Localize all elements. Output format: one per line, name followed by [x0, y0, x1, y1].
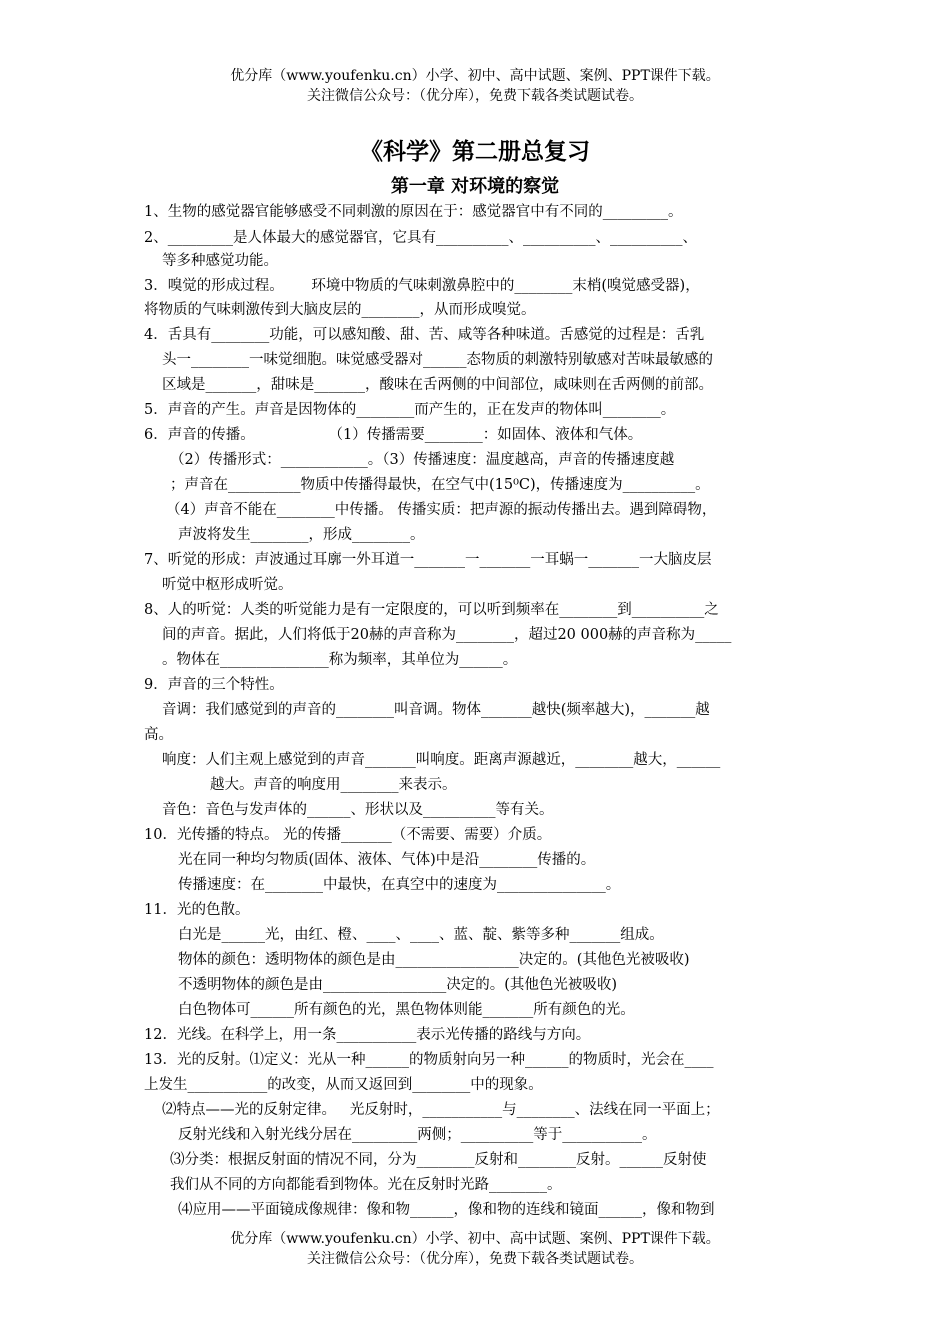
- content-line-17: 8、人的听觉：人类的听觉能力是有一定限度的，可以听到频率在________到__________之: [144, 602, 719, 618]
- content-line-9: 5．声音的产生。声音是因物体的________而产生的，正在发声的物体叫________。: [144, 402, 676, 418]
- content-line-20: 9．声音的三个特性。: [144, 677, 284, 693]
- content-line-24: 越大。声音的响度用________来表示。: [210, 777, 457, 793]
- content-line-4: 3．嗅觉的形成过程。 环境中物质的气味刺激鼻腔中的________末梢(嗅觉感受器)，: [144, 278, 700, 294]
- content-line-39: ⑶分类：根据反射面的情况不同，分为________反射和________反射。______反射使: [170, 1152, 707, 1168]
- content-line-31: 物体的颜色：透明物体的颜色是由_________________决定的。(其他色光被吸收): [178, 952, 690, 968]
- content-line-41: ⑷应用——平面镜成像规律：像和物______，像和物的连线和镜面______，像和物到: [178, 1202, 715, 1218]
- content-line-15: 7、听觉的形成：声波通过耳廓一外耳道一_______一_______一耳蜗一_______一大脑皮层: [144, 552, 712, 568]
- content-line-19: 。物体在_______________称为频率，其单位为______。: [162, 652, 518, 668]
- content-line-18: 间的声音。据此，人们将低于20赫的声音称为________，超过20 000赫的声音称为_____: [162, 627, 732, 643]
- content-line-25: 音色：音色与发声体的______、形状以及__________等有关。: [162, 802, 554, 818]
- content-line-12: ；声音在__________物质中传播得最快，在空气中(15⁰C)，传播速度为__________。: [170, 477, 710, 493]
- content-line-22: 高。: [144, 727, 173, 743]
- content-line-6: 4．舌具有________功能，可以感知酸、甜、苦、咸等各种味道。舌感觉的过程是：舌乳: [144, 327, 705, 343]
- content-line-16: 听觉中枢形成听觉。: [162, 577, 293, 593]
- content-line-29: 11．光的色散。: [144, 902, 250, 918]
- header-line-2: 关注微信公众号：（优分库），免费下载各类试题试卷。: [307, 88, 643, 104]
- content-line-2: 2、_________是人体最大的感觉器官，它具有__________、__________、__________、: [144, 230, 697, 246]
- content-line-26: 10．光传播的特点。 光的传播_______（不需要、需要）介质。: [144, 827, 552, 843]
- footer-line-2: 关注微信公众号：（优分库），免费下载各类试题试卷。: [307, 1251, 643, 1267]
- content-line-27: 光在同一种均匀物质(固体、液体、气体)中是沿________传播的。: [178, 852, 596, 868]
- content-line-10: 6．声音的传播。 （1）传播需要________：如固体、液体和气体。: [144, 427, 643, 443]
- content-line-11: （2）传播形式：____________。（3）传播速度：温度越高，声音的传播速度越: [170, 452, 675, 468]
- content-line-5: 将物质的气味刺激传到大脑皮层的________，从而形成嗅觉。: [144, 302, 536, 318]
- content-line-1: 1、生物的感觉器官能够感受不同刺激的原因在于：感觉器官中有不同的_________。: [144, 204, 683, 220]
- content-line-37: ⑵特点——光的反射定律。 光反射时，___________与________、法线在同一平面上；: [162, 1102, 720, 1118]
- content-line-36: 上发生___________的改变，从而又返回到________中的现象。: [144, 1077, 543, 1093]
- content-line-30: 白光是______光，由红、橙、____、____、蓝、靛、紫等多种_______组成。: [178, 927, 664, 943]
- content-line-23: 响度：人们主观上感觉到的声音_______叫响度。距离声源越近，________越大，______: [162, 752, 721, 768]
- content-line-33: 白色物体可______所有颜色的光，黑色物体则能_______所有颜色的光。: [178, 1002, 635, 1018]
- content-line-35: 13．光的反射。⑴定义：光从一种______的物质射向另一种______的物质时，光会在____: [144, 1052, 714, 1068]
- content-line-21: 音调：我们感觉到的声音的________叫音调。物体_______越快(频率越大)，_______越: [162, 702, 710, 718]
- chapter-title: 第一章 对环境的察觉: [390, 176, 560, 197]
- content-line-32: 不透明物体的颜色是由_________________决定的。(其他色光被吸收): [178, 977, 618, 993]
- content-line-28: 传播速度：在________中最快，在真空中的速度为_______________。: [178, 877, 621, 893]
- content-line-14: 声波将发生________，形成________。: [178, 527, 425, 543]
- content-line-34: 12．光线。在科学上，用一条___________表示光传播的路线与方向。: [144, 1027, 591, 1043]
- content-line-40: 我们从不同的方向都能看到物体。光在反射时光路________。: [170, 1177, 562, 1193]
- content-line-13: （4）声音不能在________中传播。 传播实质：把声源的振动传播出去。遇到障碍物，: [166, 502, 717, 518]
- content-line-38: 反射光线和入射光线分居在_________两侧；__________等于___________。: [178, 1127, 657, 1143]
- content-line-7: 头一________一味觉细胞。味觉感受器对______态物质的刺激特别敏感对苦味最敏感的: [162, 352, 713, 368]
- content-line-8: 区域是_______，甜味是_______，酸味在舌两侧的中间部位，咸味则在舌两侧的前部。: [162, 377, 713, 393]
- header-line-1: 优分库（www.youfenku.cn）小学、初中、高中试题、案例、PPT课件下载。: [230, 68, 720, 84]
- page-title: 《科学》第二册总复习: [360, 138, 590, 165]
- footer-line-1: 优分库（www.youfenku.cn）小学、初中、高中试题、案例、PPT课件下载。: [230, 1231, 720, 1247]
- content-line-3: 等多种感觉功能。: [162, 253, 278, 269]
